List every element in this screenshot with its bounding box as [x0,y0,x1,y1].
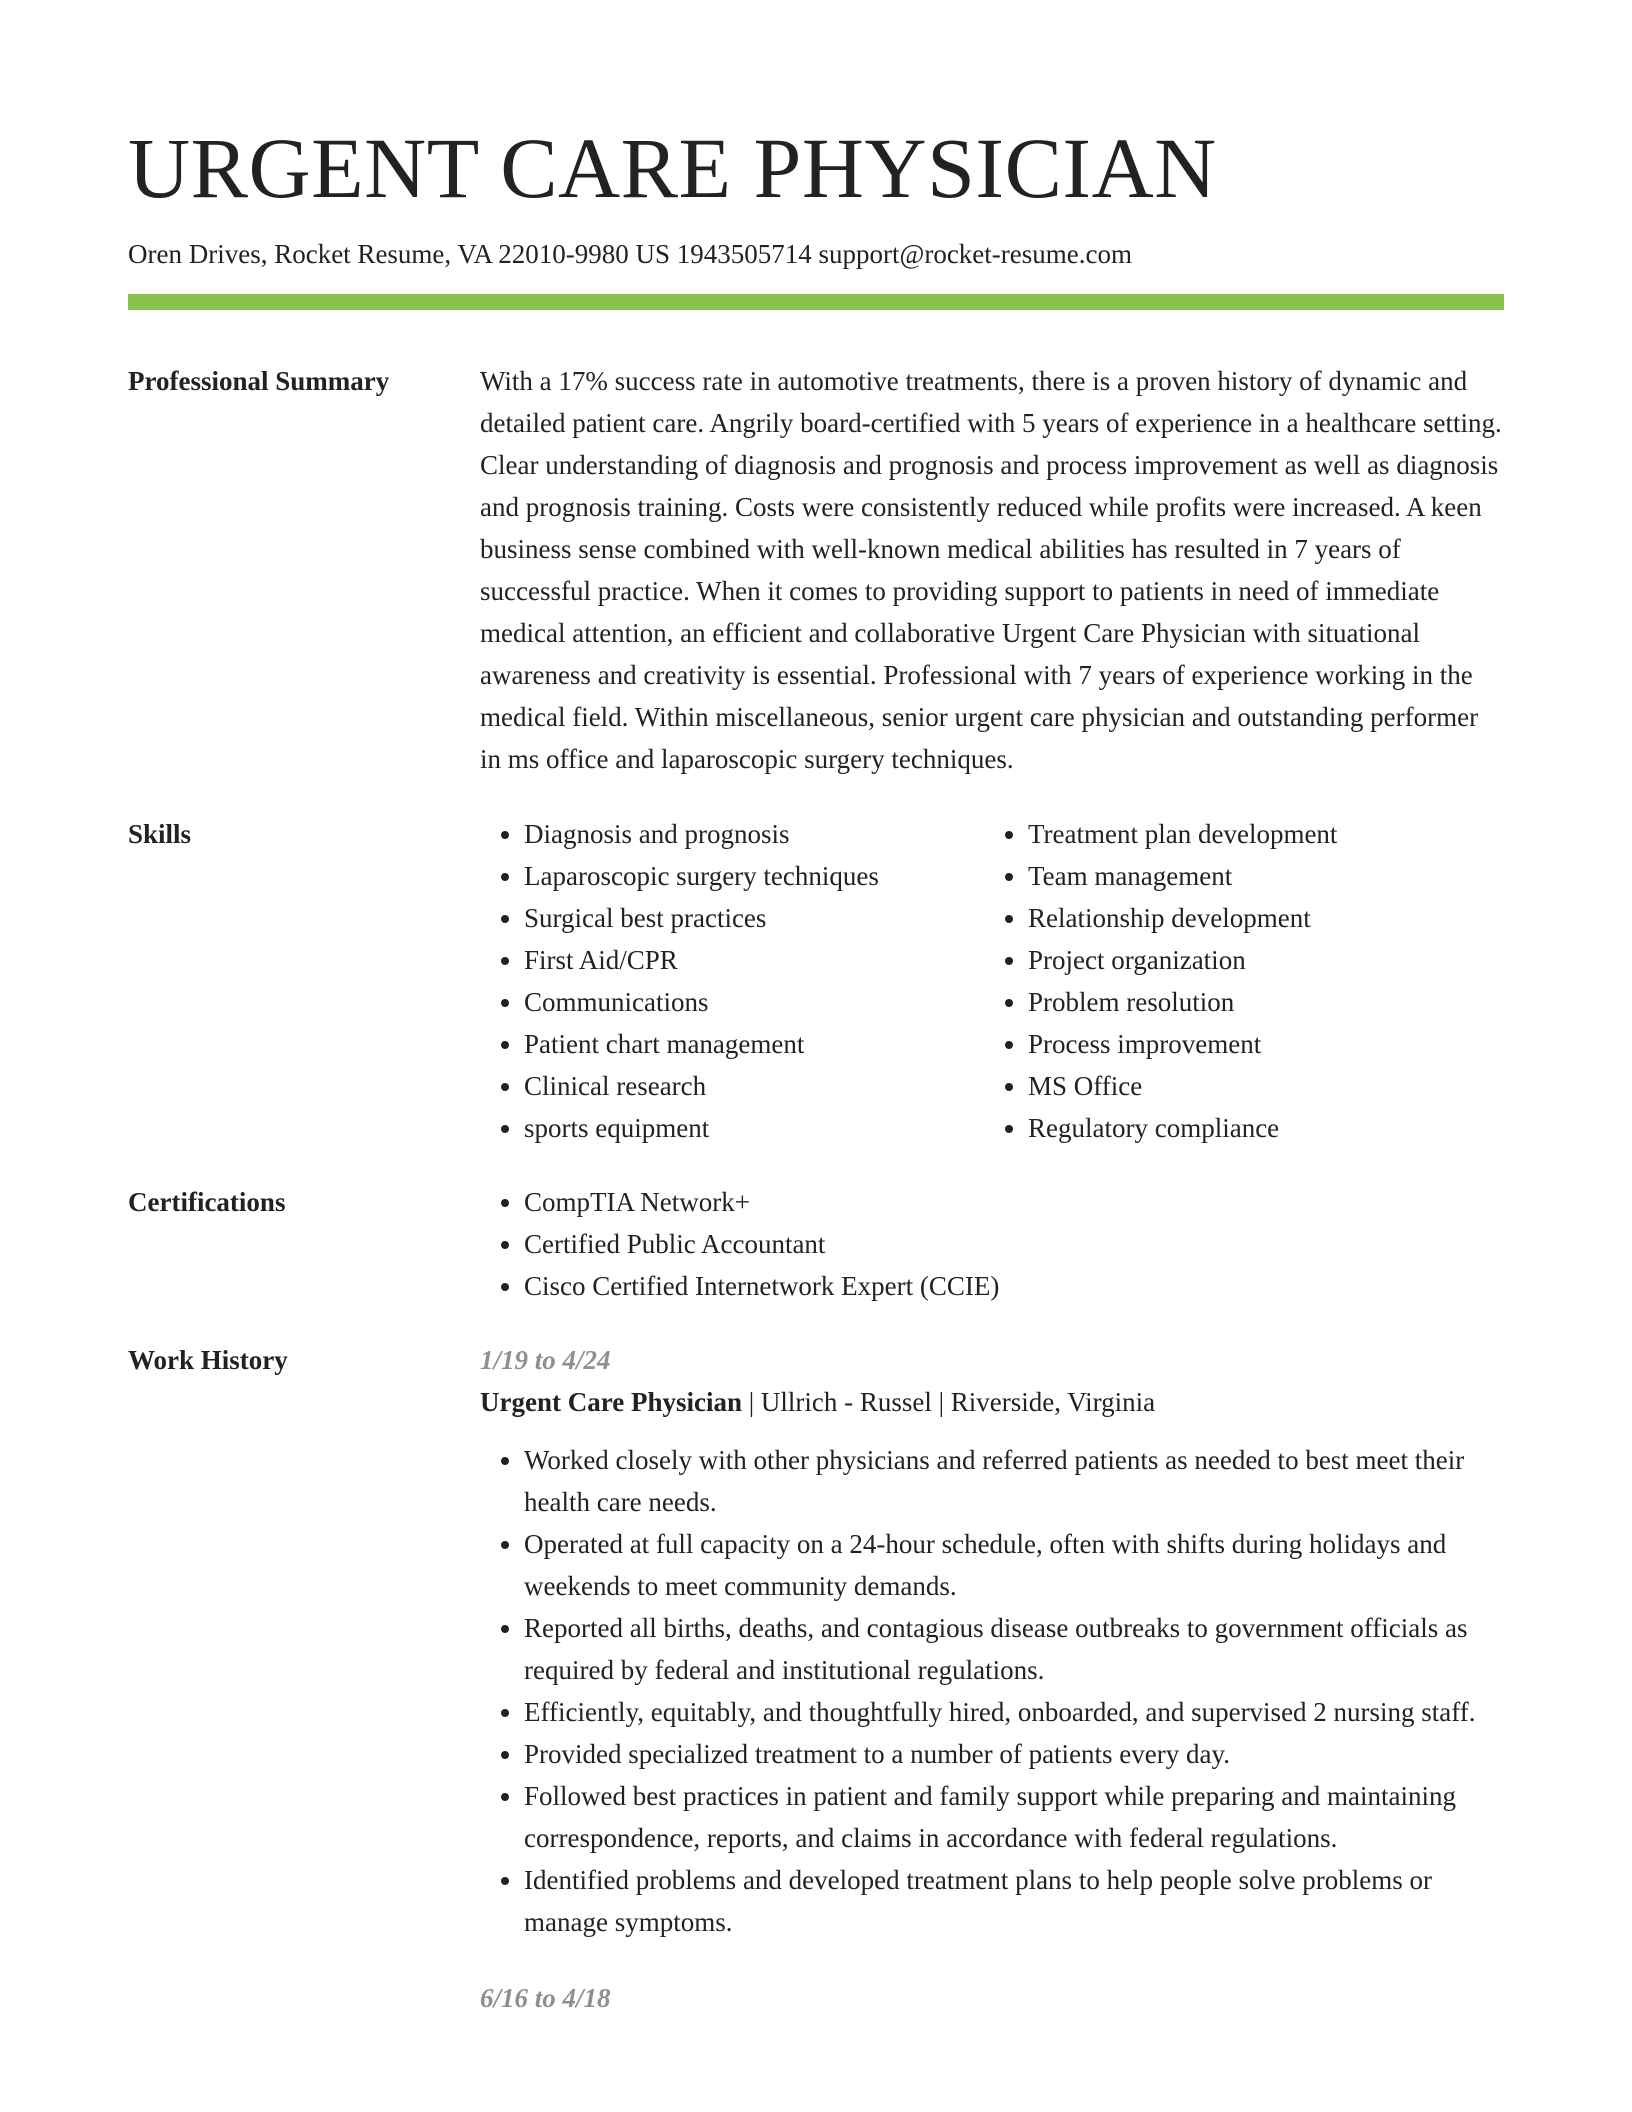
skill-item: • sports equipment [524,1107,984,1149]
certifications-list [480,1181,1504,1307]
skills-list-right [984,813,1488,1149]
job-title: Urgent Care Physician [480,1387,742,1417]
certification-item: • CompTIA Network+ [524,1181,1504,1223]
job-duty: • Operated at full capacity on a 24-hour schedule, often with shifts during holidays and weekends to meet community demands. [524,1523,1504,1607]
resume-page [128,0,1504,2019]
job-duty: • Identified problems and developed treatment plans to help people solve problems or manage symptoms. [524,1859,1504,1943]
summary-body [480,360,1504,780]
skill-item: • Regulatory compliance [1028,1107,1488,1149]
skill-item: • Communications [524,981,984,1023]
contact-line: Oren Drives, Rocket Resume, VA 22010-9980 US 1943505714 support@rocket-resume.com [128,239,1132,269]
skill-item: • Surgical best practices [524,897,984,939]
skills-section [128,813,1504,1149]
skill-item: • Team management [1028,855,1488,897]
skill-item: • Treatment plan development [1028,813,1488,855]
job-duty: • Reported all births, deaths, and contagious disease outbreaks to government officials as required by federal and institutional regulations. [524,1607,1504,1691]
certifications-heading: Certifications [128,1187,286,1217]
certifications-body [480,1181,1504,1307]
job-duties-list [480,1439,1504,1943]
certification-item: • Cisco Certified Internetwork Expert (CCIE) [524,1265,1504,1307]
skills-list-left [480,813,984,1149]
job-heading [480,1381,1504,1423]
job-duty: • Worked closely with other physicians and referred patients as needed to best meet their health care needs. [524,1439,1504,1523]
skill-item: • Relationship development [1028,897,1488,939]
job-dates: 6/16 to 4/18 [480,1983,611,2013]
skill-item: • Clinical research [524,1065,984,1107]
skill-item: • MS Office [1028,1065,1488,1107]
work-history-body [480,1339,1504,2019]
summary-heading: Professional Summary [128,366,390,396]
summary-text: With a 17% success rate in automotive treatments, there is a proven history of dynamic and detailed patient care. Angrily board-certified with 5 years of experience in a healthcare setting. Clear understanding of diagnosis and prognosis and process improvement as well as diagnosis and prognosis training. Costs were consistently reduced while profits were increased. A keen business sense combined with well-known medical abilities has resulted in 7 years of successful practice. When it comes to providing support to patients in need of immediate medical attention, an efficient and collaborative Urgent Care Physician with situational awareness and creativity is essential. Professional with 7 years of experience working in the medical field. Within miscellaneous, senior urgent care physician and outstanding performer in ms office and laparoscopic surgery techniques. [480,366,1502,774]
work-history-section [128,1339,1504,2019]
certification-item: • Certified Public Accountant [524,1223,1504,1265]
job-details: | Ullrich - Russel | Riverside, Virginia [741,1387,1156,1417]
job-duty: • Followed best practices in patient and family support while preparing and maintaining correspondence, reports, and claims in accordance with federal regulations. [524,1775,1504,1859]
job-dates: 1/19 to 4/24 [480,1345,611,1375]
skills-heading: Skills [128,819,192,849]
job-duty: • Efficiently, equitably, and thoughtfully hired, onboarded, and supervised 2 nursing staff. [524,1691,1504,1733]
summary-section [128,360,1504,780]
skill-item: • Diagnosis and prognosis [524,813,984,855]
job-duty: • Provided specialized treatment to a number of patients every day. [524,1733,1504,1775]
skill-item: • Project organization [1028,939,1488,981]
skills-column-left [480,813,984,1149]
skill-item: • Patient chart management [524,1023,984,1065]
work-history-heading: Work History [128,1345,288,1375]
skill-item: • First Aid/CPR [524,939,984,981]
resume-title: URGENT CARE PHYSICIAN [128,120,1217,216]
skill-item: • Laparoscopic surgery techniques [524,855,984,897]
certifications-section [128,1181,1504,1307]
skills-columns [480,813,1504,1149]
skills-column-right [984,813,1488,1149]
skill-item: • Process improvement [1028,1023,1488,1065]
skill-item: • Problem resolution [1028,981,1488,1023]
accent-divider [128,294,1504,310]
skills-body [480,813,1504,1149]
